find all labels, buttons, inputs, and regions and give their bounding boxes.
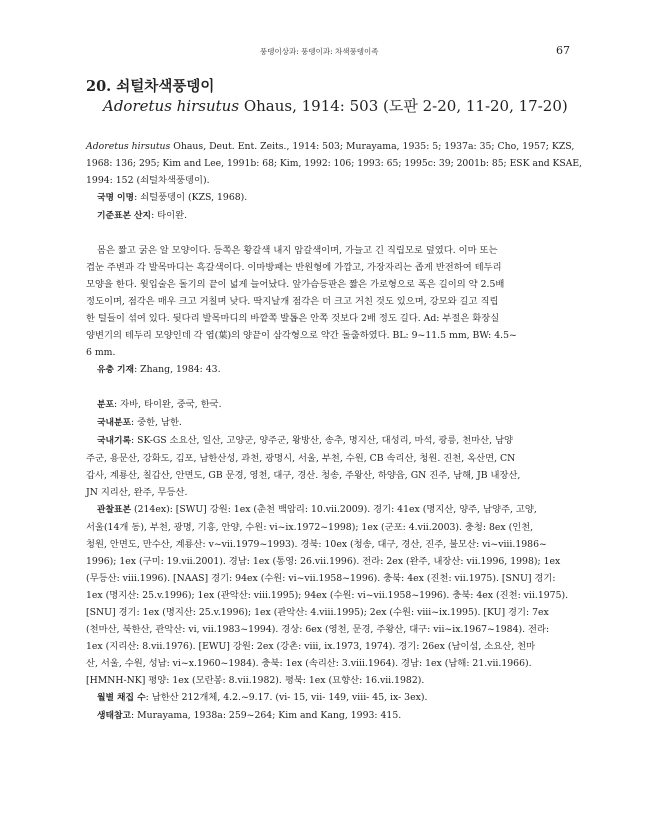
examined-material: 관찰표본 (214ex): [SWU] 강원: 1ex (춘천 백암리: 10.vii.2009). 경기: 41ex (명지산, 양주, 남양주, 고양, 서울(14개 동), 부천, 광명, 기흥, 안양, 수원: vi~ix.1972~1998); 1ex (군포: 4.vii.2003). 충청: 8ex (인천, 청원, 안면도, 만수산, 계룡산: v~vii.1979~1993). 경북: 10ex (청송, 대구, 경산, 진주, 불모산: vi~viii.1986~ 1996); 1ex (구미: 19.vii.2001). 경남: 1ex (통영: 26.vii.1996). 전라: 2ex (완주, 내장산: vii.1996, 1998); 1ex (무등산: viii.1996). [NAAS] 경기: 94ex (수원: vi~vii.1958~1996). 충북: 4ex (진천: vii.1975). [SNU] 경기: 1ex (명지산: 25.v.1996); 1ex (관악산: viii.1995); 94ex (수원: vi~vii.1958~1996). 충북: 4ex (진천: vii.1975). [SNU] 경기: 1ex (명지산: 25.v.1996); 1ex (관악산: 4.viii.1995); 2ex (수원: viii~ix.1995). [KU] 경기: 7ex (천마산, 북한산, 관악산: vi, vii.1983~1994). 경상: 6ex (영천, 문경, 주왕산, 대구: vii~ix.1967~1984). 전라: 1ex (지리산: 8.vii.1976). [EWU] 강원: 2ex (강촌: viii, ix.1973, 1974). 경기: 26ex (남이섬, 소요산, 천마 산, 서울, 수원, 성남: vi~x.1960~1984). 충북: 1ex (속리산: 3.viii.1964). 경남: 1ex (남해: 21.vii.1966). [HMNH-NK] 평양: 1ex (모란봉: 8.vii.1982). 평북: 1ex (묘향산: 16.vii.1982). xyxy=(86,504,569,686)
domestic-distribution: 국내분포: 중한, 남한. xyxy=(97,417,182,428)
ref-line-1: Ohaus, Deut. Ent. Zeits., 1914: 503; Murayama, 1935: 5; 1937a: 35; Cho, 1957; KZS, xyxy=(170,141,575,152)
korean-synonym: 국명 이명: 쇠털풍뎅이 (KZS, 1968). xyxy=(97,192,248,203)
ref-line-2: 1968: 136; 295; Kim and Lee, 1991b: 68; Kim, 1992: 106; 1993: 65; 1995c: 39; 2001b: 85; ESK and KSAE, xyxy=(86,158,582,169)
species-scientific-title xyxy=(103,96,586,117)
domestic-records: 국내기록: SK-GS 소요산, 일산, 고양군, 양주군, 왕방산, 송추, 명지산, 대성리, 마석, 광릉, 천마산, 남양 주군, 용문산, 강화도, 김포, 남한산성, 과천, 광명시, 서울, 부천, 수원, CB 속리산, 청원. 진천, 옥산면, CN 갑사, 계룡산, 칠갑산, 안면도, GB 문경, 영천, 대구, 경산. 청송, 주왕산, 하양읍, GN 진주, 남해, JB 내장산, JN 지리산, 완주, 무등산. xyxy=(86,435,521,498)
scientific-authority: Ohaus, 1914: 503 (도판 2-20, 11-20, 17-20) xyxy=(243,97,568,115)
ref-line-3: 1994: 152 (쇠털차색풍뎅이). xyxy=(86,175,210,186)
monthly-collection-count: 월별 채집 수: 남한산 212개체, 4.2.~9.17. (vi- 15, vii- 149, viii- 45, ix- 3ex). xyxy=(97,692,428,703)
species-account xyxy=(86,138,582,725)
distribution: 분포: 자바, 타이완, 중국, 한국. xyxy=(97,399,222,410)
type-locality: 기준표본 산지: 타이완. xyxy=(97,210,188,221)
page-number: 67 xyxy=(556,44,570,57)
scientific-name: Adoretus hirsutus xyxy=(103,97,240,115)
species-title xyxy=(86,78,586,117)
ecology-references: 생태참고: Murayama, 1938a: 259~264; Kim and Kang, 1993: 415. xyxy=(97,710,402,721)
synonymy-references xyxy=(86,138,582,189)
running-header xyxy=(0,44,652,60)
ref-species-name: Adoretus hirsutus xyxy=(86,141,171,152)
running-head-text: 풍뎅이상과: 풍뎅이과: 차색풍뎅이족 xyxy=(260,47,379,56)
morphology-description: 몸은 짧고 굵은 알 모양이다. 등쪽은 황갈색 내지 암갈색이며, 가늘고 긴 직립모로 덮였다. 이마 또는 겹눈 주변과 각 발목마디는 흑갈색이다. 이마방패는 반원형에 가깝고, 가장자리는 좁게 반전하여 테두리 모양을 한다. 윗입술은 돌기의 끝이 넓게 늘어났다. 앞가슴등판은 짧은 가로형으로 폭은 길이의 약 2.5배 정도이며, 점각은 매우 크고 거칠며 낮다. 딱지날개 점각은 더 크고 거친 것도 있으며, 강모와 길고 직립 한 털들이 섞여 있다. 뒷다리 발목마디의 바깥쪽 발톱은 안쪽 것보다 2배 정도 길다. Ad: 부절은 화장실 양변기의 테두리 모양인데 각 엽(葉)의 양끝이 삼각형으로 약간 돌출하였다. BL: 9~11.5 mm, BW: 4.5~ 6 mm. xyxy=(86,245,517,358)
species-korean-name: 쇠털차색풍뎅이 xyxy=(116,78,215,95)
species-number: 20. xyxy=(86,78,112,95)
larva-description: 유충 기재: Zhang, 1984: 43. xyxy=(97,364,221,375)
species-korean-title xyxy=(86,78,586,96)
